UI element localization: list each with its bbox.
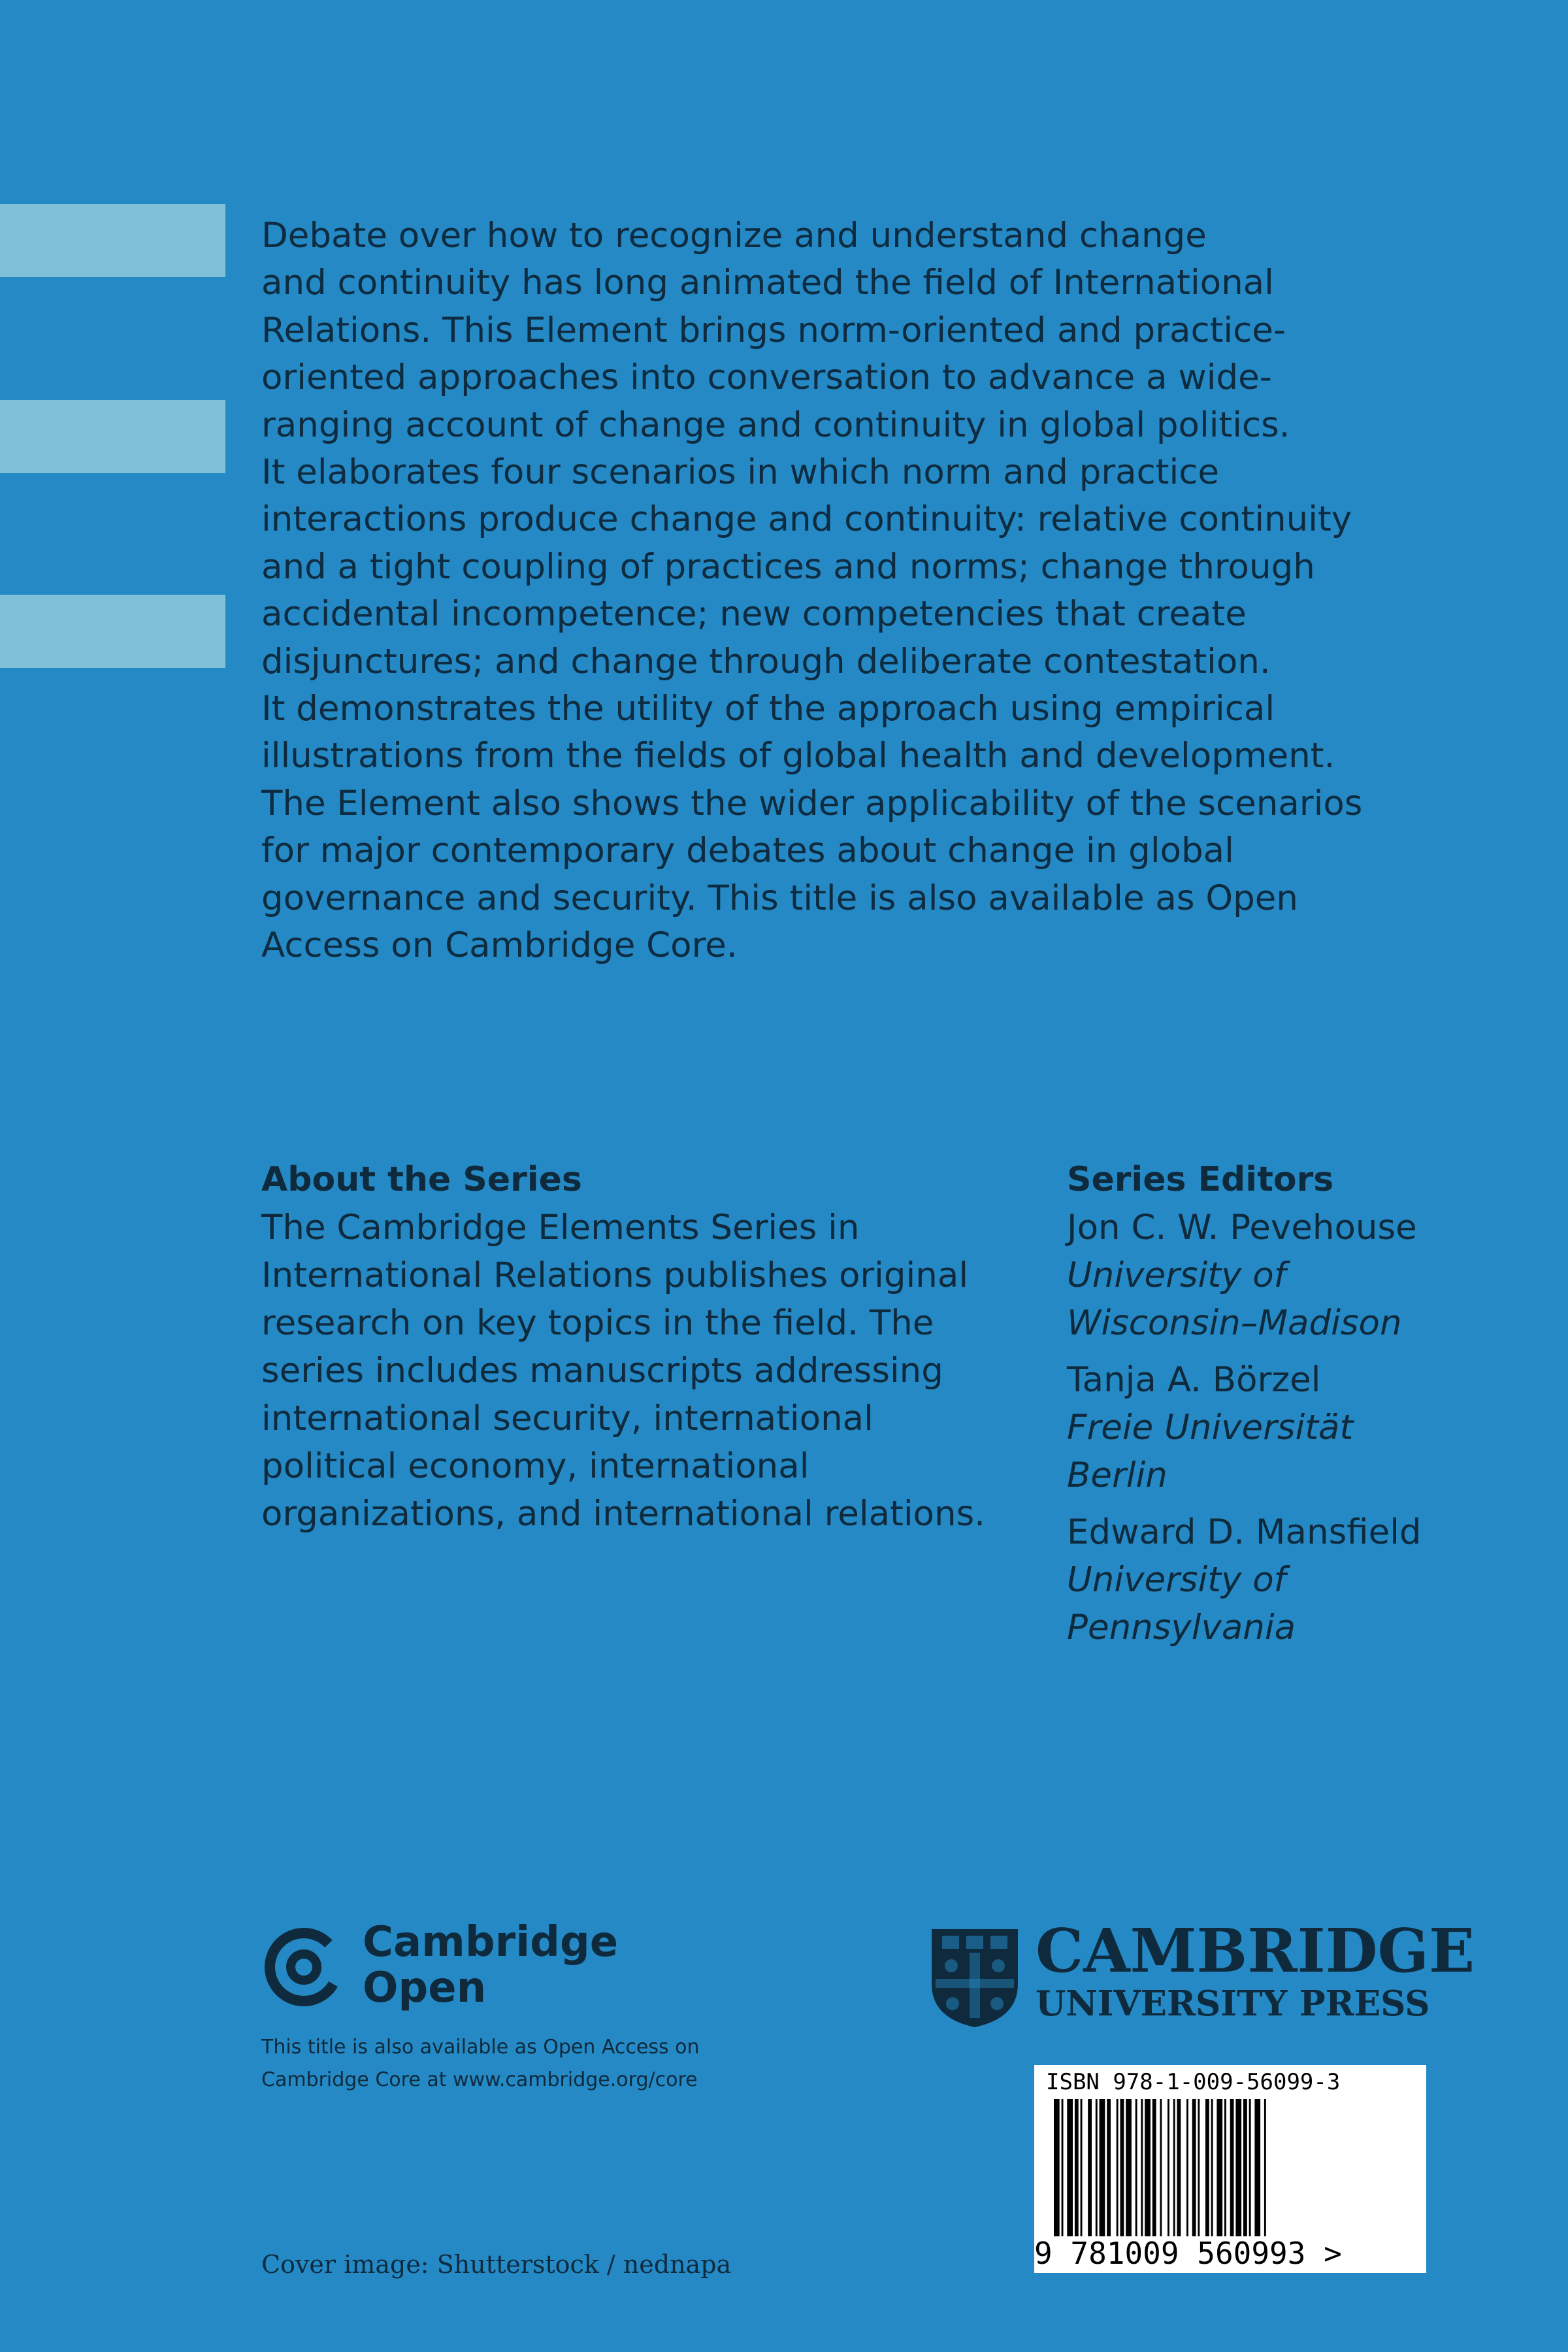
- barcode-bar: [1160, 2099, 1162, 2236]
- editor-name: Tanja A. Börzel: [1067, 1360, 1321, 1400]
- barcode-bar: [1198, 2099, 1200, 2236]
- about-line: political economy, international: [261, 1446, 809, 1486]
- blurb-line: illustrations from the fields of global health and development.: [261, 736, 1335, 776]
- blurb-line: interactions produce change and continuity: relative continuity: [261, 499, 1352, 540]
- editor-affiliation: Pennsylvania: [1067, 1608, 1296, 1648]
- editor-affiliation: Wisconsin–Madison: [1067, 1303, 1402, 1343]
- publisher-subtitle: UNIVERSITY PRESS: [1036, 1983, 1430, 2024]
- blurb-line: and a tight coupling of practices and norms; change through: [261, 546, 1315, 587]
- decorative-stripe: [0, 595, 225, 668]
- barcode-bar: [1145, 2099, 1151, 2236]
- blurb-line: oriented approaches into conversation to advance a wide-: [261, 357, 1272, 398]
- barcode-bars: [1054, 2099, 1407, 2236]
- about-series-section: [261, 1155, 1045, 1538]
- about-line: International Relations publishes original: [261, 1255, 969, 1295]
- barcode-bar: [1141, 2099, 1143, 2236]
- barcode-bar: [1120, 2099, 1124, 2236]
- barcode-bar: [1243, 2099, 1247, 2236]
- decorative-stripe: [0, 400, 225, 473]
- barcode-bar: [1152, 2099, 1156, 2236]
- blurb-line: governance and security. This title is also available as Open: [261, 878, 1298, 918]
- barcode-bar: [1135, 2099, 1137, 2236]
- barcode-bar: [1173, 2099, 1175, 2236]
- blurb-line: Relations. This Element brings norm-oriented and practice-: [261, 310, 1286, 350]
- barcode-bar: [1100, 2099, 1105, 2236]
- series-editors-heading: Series Editors: [1067, 1160, 1334, 1199]
- cover-image-credit: Cover image: Shutterstock / nednapa: [261, 2250, 732, 2279]
- barcode-bar: [1088, 2099, 1092, 2236]
- barcode-bar: [1192, 2099, 1196, 2236]
- barcode-bar: [1217, 2099, 1222, 2236]
- about-series-heading: About the Series: [261, 1160, 582, 1199]
- editor-affiliation: University of: [1067, 1255, 1286, 1295]
- barcode-bar: [1211, 2099, 1213, 2236]
- editor-affiliation: Berlin: [1067, 1455, 1168, 1495]
- series-editors-section: [1067, 1155, 1524, 1661]
- editor-affiliation: University of: [1067, 1560, 1286, 1600]
- about-line: series includes manuscripts addressing: [261, 1351, 943, 1391]
- blurb-line: for major contemporary debates about change in global: [261, 831, 1234, 871]
- barcode-bar: [1249, 2099, 1251, 2236]
- barcode-bar: [1230, 2099, 1234, 2236]
- blurb-line: Access on Cambridge Core.: [261, 925, 738, 966]
- about-line: international security, international: [261, 1399, 874, 1438]
- blurb-line: disjunctures; and change through deliberate contestation.: [261, 641, 1271, 682]
- blurb-line: ranging account of change and continuity in global politics.: [261, 405, 1290, 445]
- barcode-bar: [1235, 2099, 1241, 2236]
- blurb-line: accidental incompetence; new competencies that create: [261, 594, 1247, 635]
- cambridge-open-wordmark: Cambridge Open: [363, 1918, 619, 2012]
- barcode-bar: [1067, 2099, 1073, 2236]
- barcode-bar: [1075, 2099, 1079, 2236]
- barcode-bar: [1168, 2099, 1169, 2236]
- barcode-bar: [1107, 2099, 1111, 2236]
- editor-name: Jon C. W. Pevehouse: [1067, 1208, 1417, 1248]
- blurb-line: Debate over how to recognize and understand change: [261, 216, 1207, 256]
- about-line: research on key topics in the field. The: [261, 1303, 934, 1343]
- about-series-text: [261, 1204, 1045, 1538]
- editor-affiliation: Freie Universität: [1067, 1408, 1354, 1448]
- barcode-bar: [1205, 2099, 1209, 2236]
- barcode-bar: [1062, 2099, 1064, 2236]
- publisher-name: CAMBRIDGE: [1036, 1915, 1475, 1986]
- isbn-barcode: [1034, 2065, 1426, 2273]
- isbn-digits: 9 781009 560993 >: [1034, 2236, 1342, 2271]
- barcode-bar: [1224, 2099, 1226, 2236]
- blurb-line: The Element also shows the wider applicability of the scenarios: [261, 783, 1363, 823]
- blurb-line: and continuity has long animated the field of International: [261, 263, 1274, 303]
- open-access-note: This title is also available as Open Access on Cambridge Core at www.cambridge.org/core: [261, 2036, 700, 2091]
- barcode-bar: [1186, 2099, 1188, 2236]
- open-access-icon: [261, 1925, 346, 2010]
- isbn-label: ISBN 978-1-009-56099-3: [1046, 2069, 1341, 2095]
- barcode-bar: [1264, 2099, 1266, 2236]
- editor-entry: [1067, 1508, 1524, 1651]
- barcode-bar: [1177, 2099, 1181, 2236]
- barcode-bar: [1081, 2099, 1083, 2236]
- editor-entry: [1067, 1204, 1524, 1347]
- about-line: organizations, and international relations.: [261, 1494, 986, 1534]
- editor-name: Edward D. Mansfield: [1067, 1512, 1422, 1552]
- blurb-line: It demonstrates the utility of the approach using empirical: [261, 689, 1275, 729]
- decorative-stripe: [0, 204, 225, 277]
- university-shield-icon: [929, 1927, 1021, 2030]
- barcode-bar: [1254, 2099, 1260, 2236]
- blurb-line: It elaborates four scenarios in which norm and practice: [261, 452, 1220, 493]
- barcode-bar: [1117, 2099, 1119, 2236]
- barcode-bar: [1054, 2099, 1060, 2236]
- barcode-bar: [1096, 2099, 1098, 2236]
- about-line: The Cambridge Elements Series in: [261, 1208, 860, 1248]
- barcode-bar: [1126, 2099, 1132, 2236]
- book-blurb: [261, 212, 1437, 970]
- editor-entry: [1067, 1356, 1524, 1499]
